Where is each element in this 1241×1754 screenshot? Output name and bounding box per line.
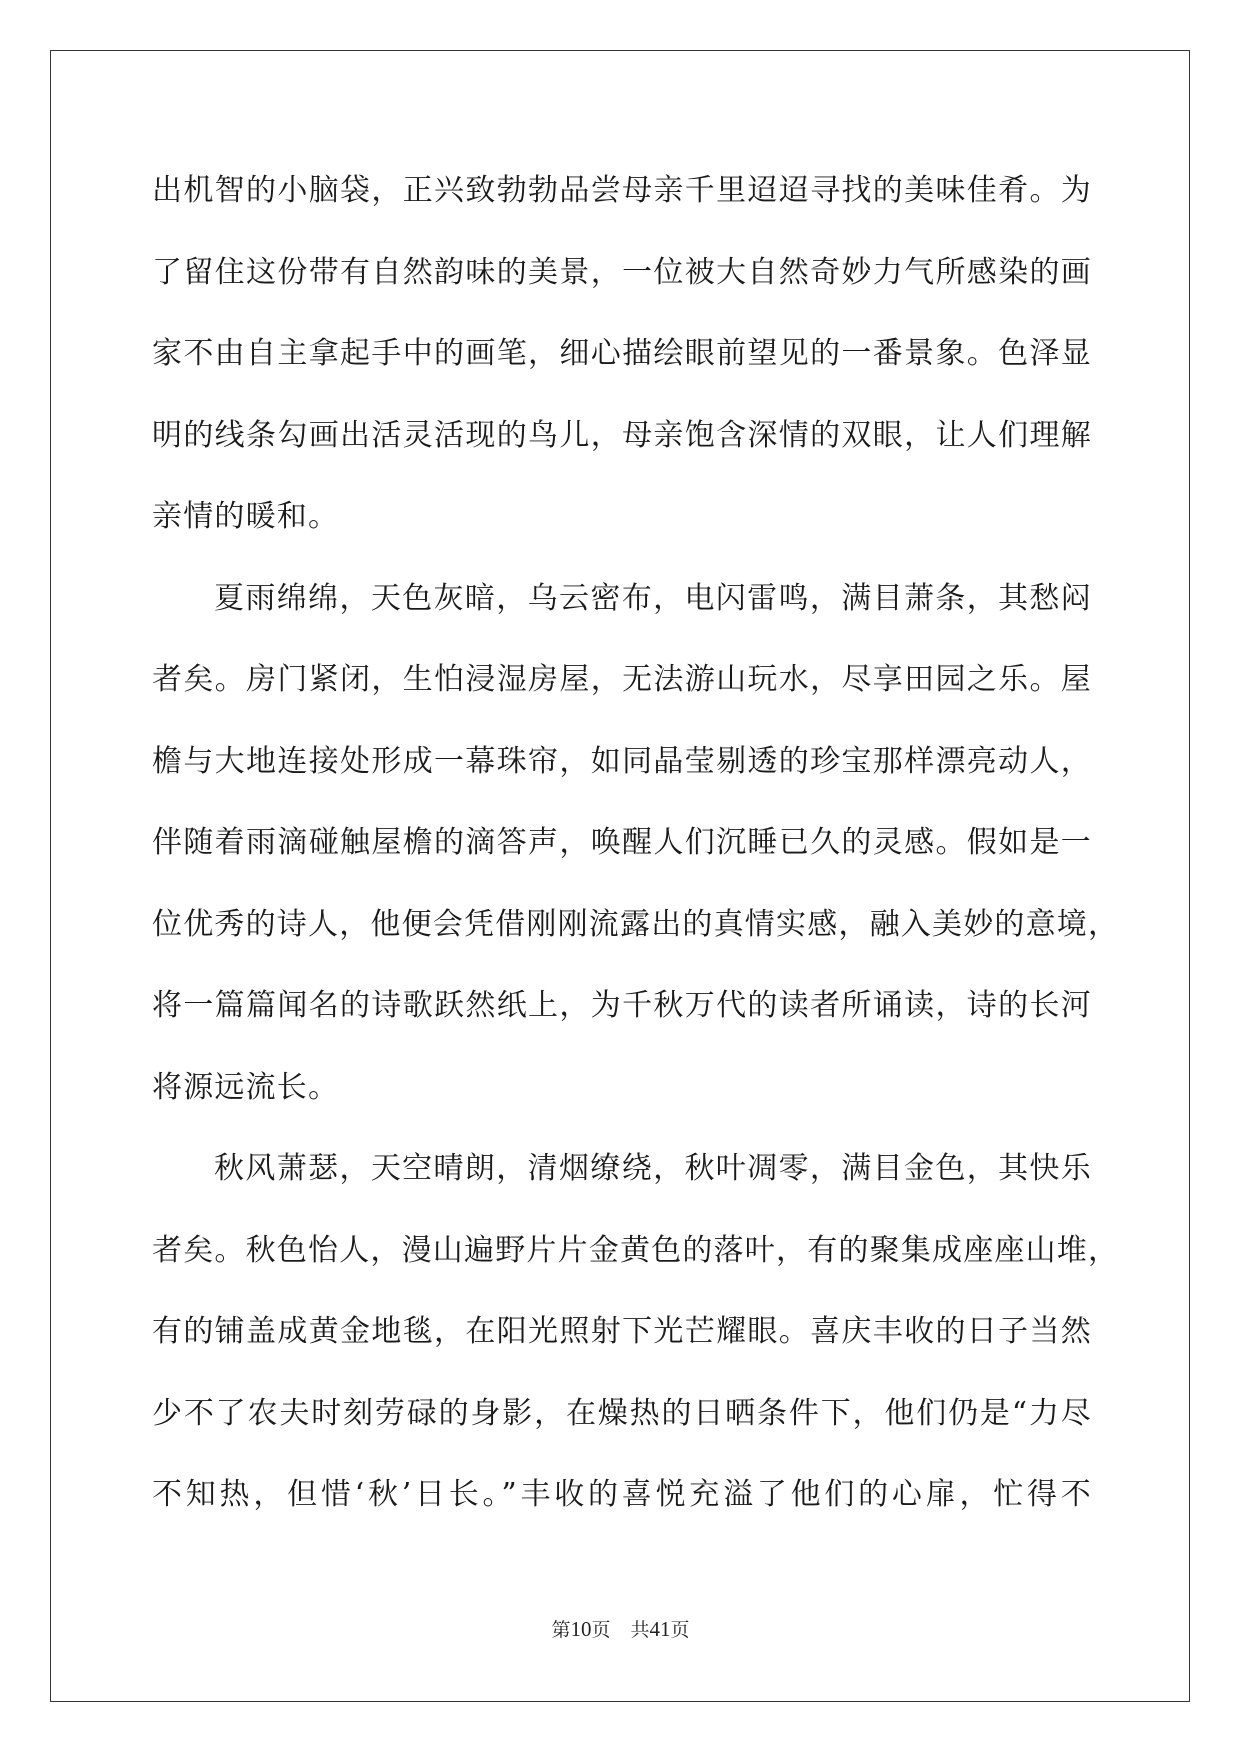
text-line: 檐与大地连接处形成一幕珠帘，如同晶莹剔透的珍宝那样漂亮动人， [152, 743, 1092, 779]
text-line: 不知热，但惜‘秋’日长。”丰收的喜悦充溢了他们的心扉，忙得不 [152, 1477, 1092, 1512]
total-pages: 41 [649, 1617, 671, 1641]
text-line: 秋风萧瑟，天空晴朗，清烟缭绕，秋叶凋零，满目金色，其快乐 [214, 1151, 1092, 1186]
text-line: 明的线条勾画出活灵活现的鸟儿，母亲饱含深情的双眼，让人们理解 [152, 417, 1092, 453]
text-line: 有的铺盖成黄金地毯，在阳光照射下光芒耀眼。喜庆丰收的日子当然 [152, 1314, 1092, 1349]
text-line: 了留住这份带有自然韵味的美景，一位被大自然奇妙力气所感染的画 [152, 254, 1092, 290]
text-line: 将一篇篇闻名的诗歌跃然纸上，为千秋万代的读者所诵读，诗的长河 [152, 988, 1092, 1023]
text-line: 家不由自主拿起手中的画笔，细心描绘眼前望见的一番景象。色泽显 [152, 336, 1092, 371]
page-number: 10 [570, 1617, 592, 1641]
text-line: 出机智的小脑袋，正兴致勃勃品尝母亲千里迢迢寻找的美味佳肴。为 [152, 173, 1092, 208]
total-suffix: 页 [670, 1619, 690, 1641]
page-suffix: 页 [591, 1619, 611, 1641]
text-line: 夏雨绵绵，天色灰暗，乌云密布，电闪雷鸣，满目萧条，其愁闷 [214, 580, 1092, 616]
text-line: 将源远流长。 [152, 1069, 340, 1105]
text-line: 亲情的暖和。 [152, 499, 340, 534]
text-line: 伴随着雨滴碰触屋檐的滴答声，唤醒人们沉睡已久的灵感。假如是一 [152, 825, 1092, 860]
text-line: 位优秀的诗人，他便会凭借刚刚流露出的真情实感，融入美妙的意境， [152, 906, 1120, 942]
total-prefix: 共 [630, 1619, 650, 1641]
text-line: 者矣。秋色怡人，漫山遍野片片金黄色的落叶，有的聚集成座座山堆， [152, 1232, 1120, 1268]
document-body [152, 150, 1120, 1536]
text-line: 少不了农夫时刻劳碌的身影，在燥热的日晒条件下，他们仍是“力尽 [152, 1395, 1092, 1431]
page-footer [0, 1615, 1241, 1642]
text-line: 者矣。房门紧闭，生怕浸湿房屋，无法游山玩水，尽享田园之乐。屋 [152, 662, 1092, 697]
page-prefix: 第 [551, 1619, 571, 1641]
